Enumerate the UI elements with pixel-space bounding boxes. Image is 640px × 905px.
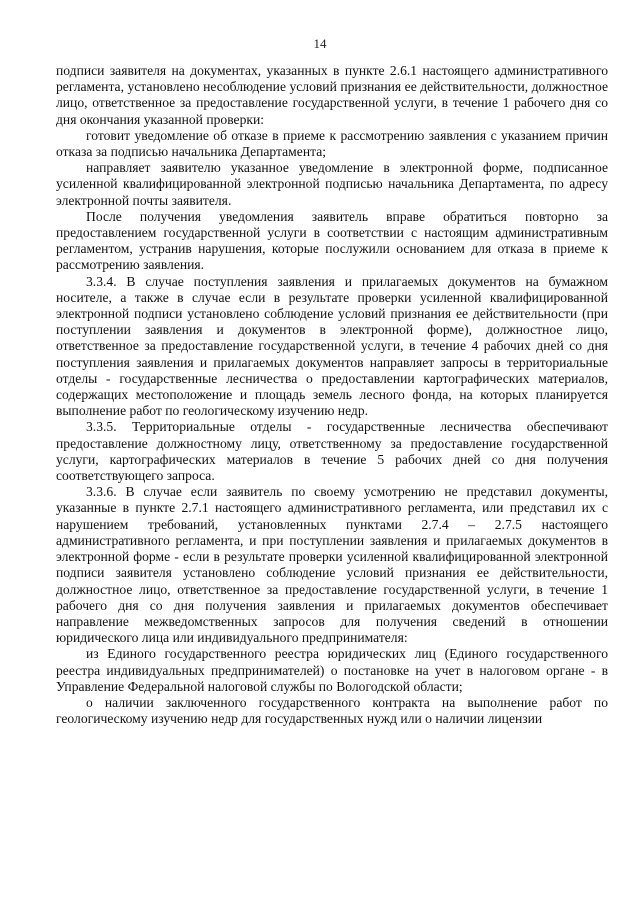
paragraph-3-3-4: 3.3.4. В случае поступления заявления и прилагаемых документов на бумажном носителе, а также в случае если в результате проверки усиленной квалифицированной электронной подписи установлено соблюдение условий признания ее действительности (при поступлении заявления и документов в электронной форме), должностное лицо, ответственное за предоставление государственной услуги, в течение 4 рабочих дней со дня поступления заявления и прилагаемых документов направляет запросы в территориальные отделы - государственные лесничества о предоставлении картографических материалов, содержащих местоположение и площадь земель лесного фонда, на которых планируется выполнение работ по геологическому изучению недр. — [56, 273, 608, 419]
paragraph-3-3-5: 3.3.5. Территориальные отделы - государственные лесничества обеспечивают предоставление должностному лицу, ответственному за предоставление государственной услуги, картографических материалов в течение 5 рабочих дней со дня получения соответствующего запроса. — [56, 419, 608, 484]
paragraph-send-notice: направляет заявителю указанное уведомление в электронной форме, подписанное усиленной квалифицированной электронной подписью начальника Департамента, по адресу электронной почты заявителя. — [56, 160, 608, 208]
paragraph-continuation: подписи заявителя на документах, указанных в пункте 2.6.1 настоящего административного регламента, установлено несоблюдение условий признания ее действительности, должностное лицо, ответственное за предоставление государственной услуги, в течение 1 рабочего дня со дня окончания указанной проверки: — [56, 63, 608, 127]
paragraph-prepare-notice: готовит уведомление об отказе в приеме к рассмотрению заявления с указанием причин отказа за подписью начальника Департамента; — [56, 127, 608, 160]
paragraph-reapply: После получения уведомления заявитель вправе обратиться повторно за предоставлением государственной услуги в соответствии с настоящим административным регламентом, устранив нарушения, которые послужили основанием для отказа в приеме к рассмотрению заявления. — [56, 208, 608, 273]
paragraph-contract: о наличии заключенного государственного контракта на выполнение работ по геологическому изучению недр для государственных нужд или о наличии лицензии — [56, 694, 608, 727]
document-body — [56, 63, 608, 727]
paragraph-egrul: из Единого государственного реестра юридических лиц (Единого государственного реестра индивидуальных предпринимателей) о постановке на учет в налоговом органе - в Управление Федеральной налоговой службы по Вологодской области; — [56, 646, 608, 694]
page-number: 14 — [313, 36, 327, 51]
paragraph-3-3-6: 3.3.6. В случае если заявитель по своему усмотрению не представил документы, указанные в пункте 2.7.1 настоящего административного регламента, или представил их с нарушением требований, установленных пунктами 2.7.4 – 2.7.5 настоящего административного регламента, и при поступлении заявления и прилагаемых документов в электронной форме - если в результате проверки усиленной квалифицированной электронной подписи заявителя установлено соблюдение условий признания ее действительности, должностное лицо, ответственное за предоставление государственной услуги, в течение 1 рабочего дня со дня получения заявления и прилагаемых документов обеспечивает направление межведомственных запросов для получения сведений в отношении юридического лица или индивидуального предпринимателя: — [56, 484, 608, 646]
